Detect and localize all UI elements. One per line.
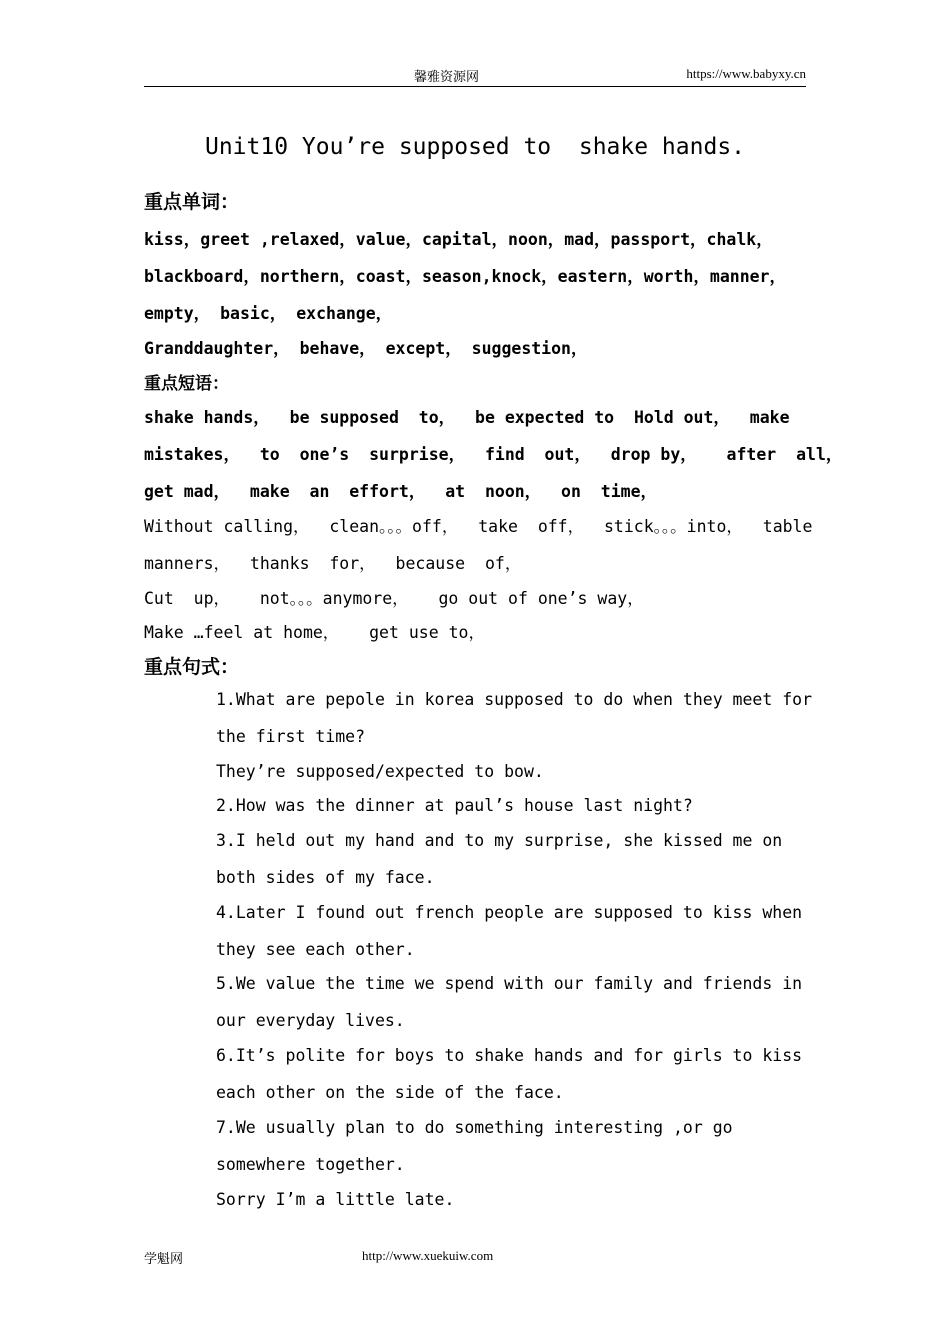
header-url[interactable]: https://www.babyxy.cn: [686, 66, 806, 81]
words-line: blackboard，northern，coast，season,knock，eastern，worth，manner，: [144, 267, 786, 286]
sentence-line: both sides of my face.: [216, 868, 435, 887]
page-header: [144, 66, 806, 87]
sentence-line: Sorry I’m a little late.: [216, 1190, 455, 1209]
words-line: kiss，greet ,relaxed，value，capital，noon，mad，passport，chalk，: [144, 230, 773, 249]
sentence-line: 4.Later I found out french people are supposed to kiss when: [216, 903, 803, 922]
sentence-line: They’re supposed/expected to bow.: [216, 762, 544, 781]
sentence-line: 7.We usually plan to do something interesting ,or go: [216, 1118, 733, 1137]
phrases-bold-line: shake hands， be supposed to， be expected to Hold out， make: [144, 408, 790, 427]
phrases-line: manners， thanks for， because of，: [144, 554, 522, 573]
sentence-line: the first time?: [216, 727, 366, 746]
sentence-line: 1.What are pepole in korea supposed to do when they meet for: [216, 690, 813, 709]
sentence-line: they see each other.: [216, 940, 415, 959]
phrases-bold-line: get mad， make an effort， at noon， on time，: [144, 482, 658, 501]
words-line: empty， basic， exchange，: [144, 304, 393, 323]
document-title: Unit10 You’re supposed to shake hands.: [204, 134, 746, 160]
phrases-line: Without calling， clean。。。off， take off， stick。。。into， table: [144, 517, 813, 536]
footer-url[interactable]: http://www.xuekuiw.com: [362, 1248, 494, 1263]
sentence-line: each other on the side of the face.: [216, 1083, 564, 1102]
words-line: Granddaughter， behave， except， suggestion，: [144, 339, 588, 358]
sentence-line: 5.We value the time we spend with our family and friends in: [216, 974, 803, 993]
sentence-line: 3.I held out my hand and to my surprise, she kissed me on: [216, 831, 783, 850]
phrases-bold-line: mistakes， to one’s surprise， find out， drop by， after all，: [144, 445, 843, 464]
sentence-line: 2.How was the dinner at paul’s house last night?: [216, 796, 693, 815]
phrases-heading: 重点短语：: [144, 374, 229, 394]
sentence-line: our everyday lives.: [216, 1011, 405, 1030]
sentences-heading: 重点句式：: [144, 656, 240, 678]
phrases-line: Make …feel at home， get use to，: [144, 623, 485, 642]
phrases-line: Cut up， not。。。anymore， go out of one’s way，: [144, 589, 644, 608]
header-site-name: 馨雅资源网: [414, 69, 480, 84]
footer-site-name: 学魁网: [144, 1251, 184, 1266]
sentence-line: 6.It’s polite for boys to shake hands and for girls to kiss: [216, 1046, 803, 1065]
words-heading: 重点单词：: [144, 191, 240, 213]
sentence-line: somewhere together.: [216, 1155, 405, 1174]
